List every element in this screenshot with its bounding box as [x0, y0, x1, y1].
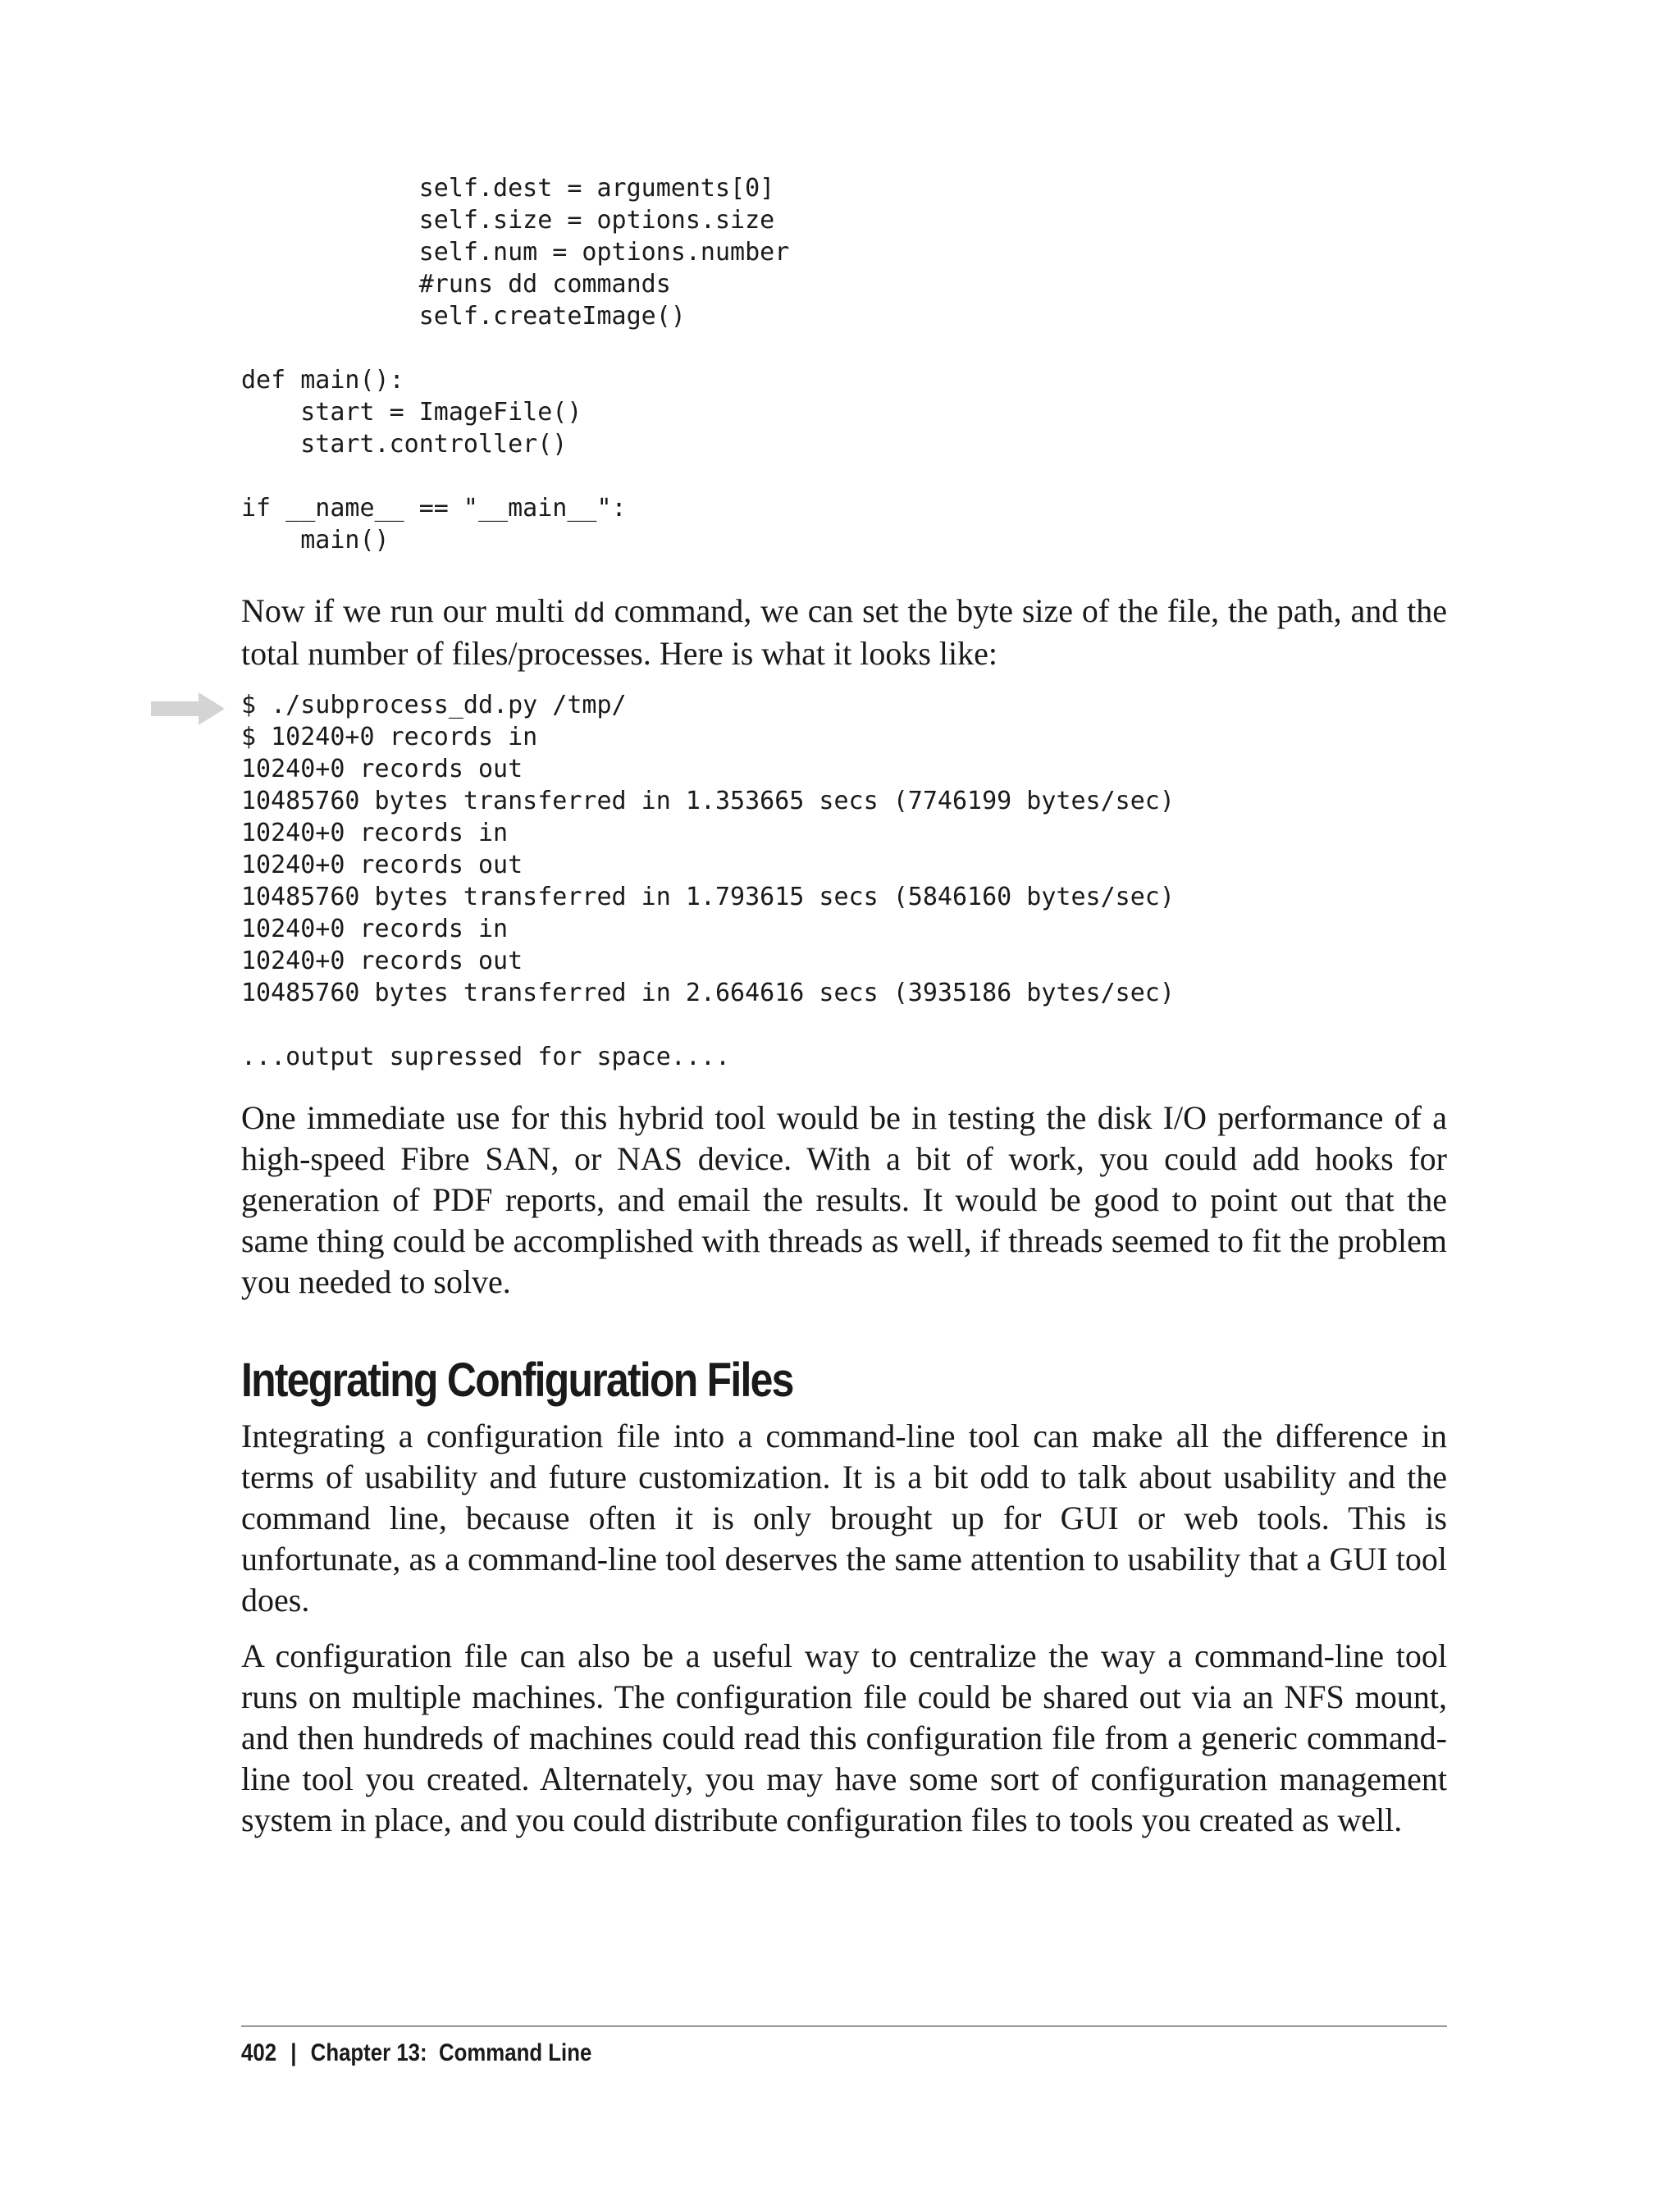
code-line: self.size = options.size — [241, 206, 775, 235]
code-line: main() — [241, 526, 390, 555]
page-footer — [241, 2039, 591, 2067]
code-line: $ ./subprocess_dd.py /tmp/ — [241, 691, 627, 719]
paragraph-text-after: command, we can set the byte size of the file, the path, and the total number of files/processes. Here is what it looks like: — [241, 592, 1447, 672]
code-line: 10485760 bytes transferred in 2.664616 secs (3935186 bytes/sec) — [241, 979, 1175, 1007]
code-block-output — [241, 689, 1447, 1073]
paragraph-hybrid-tool: One immediate use for this hybrid tool would be in testing the disk I/O performance of a high-speed Fibre SAN, or NAS device. With a bit of work, you could add hooks for generation of PDF reports, and email the results. It would be good to point out that the same thing could be accomplished with threads as well, if threads seemed to fit the problem you needed to solve. — [241, 1099, 1447, 1300]
paragraph-text-before: Now if we run our multi — [241, 592, 574, 629]
page-content — [241, 172, 1447, 1841]
code-line: self.num = options.number — [241, 238, 790, 267]
chapter-title: Chapter 13: Command Line — [310, 2039, 592, 2066]
code-line: 10485760 bytes transferred in 1.793615 secs (5846160 bytes/sec) — [241, 883, 1175, 911]
paragraph-config-usability: Integrating a configuration file into a command-line tool can make all the difference in terms of usability and future customization. It is a bit odd to talk about usability and the command line, because often it is only brought up for GUI or web tools. This is unfortunate, as a command-line tool deserves the same attention to usability that a GUI tool does. — [241, 1418, 1447, 1618]
code-line: ...output supressed for space.... — [241, 1043, 731, 1071]
right-arrow-icon — [151, 692, 225, 725]
section-heading: Integrating Configuration Files — [241, 1354, 793, 1407]
code-line — [241, 1009, 1447, 1041]
code-line: self.dest = arguments[0] — [241, 174, 775, 203]
footer-separator: | — [290, 2039, 297, 2066]
code-block-main — [241, 172, 1447, 556]
code-line — [241, 332, 1447, 364]
code-line — [241, 460, 1447, 492]
code-line: 10240+0 records in — [241, 915, 509, 943]
code-line: 10240+0 records out — [241, 947, 523, 975]
code-line: 10240+0 records in — [241, 819, 509, 847]
code-line: self.createImage() — [241, 302, 686, 331]
code-line: #runs dd commands — [241, 270, 671, 299]
code-line: start = ImageFile() — [241, 398, 582, 427]
code-line: $ 10240+0 records in — [241, 723, 538, 751]
footer-rule — [241, 2025, 1447, 2027]
inline-code-dd: dd — [573, 597, 605, 628]
code-line: 10240+0 records out — [241, 851, 523, 879]
code-line: def main(): — [241, 366, 404, 395]
code-line: if __name__ == "__main__": — [241, 494, 627, 523]
page-number: 402 — [241, 2039, 277, 2066]
code-line: 10240+0 records out — [241, 755, 523, 783]
code-line: 10485760 bytes transferred in 1.353665 secs (7746199 bytes/sec) — [241, 787, 1175, 815]
code-line: start.controller() — [241, 430, 568, 459]
paragraph-multi-dd — [241, 591, 1447, 674]
paragraph-config-centralize: A configuration file can also be a useful way to centralize the way a command-line tool runs on multiple machines. The configuration file could be shared out via an NFS mount, and then hundreds of machines could read this configuration file from a generic command-line tool you created. Alternately, you may have some sort of configuration management system in place, and you could distribute configuration files to tools you created as well. — [241, 1637, 1447, 1838]
